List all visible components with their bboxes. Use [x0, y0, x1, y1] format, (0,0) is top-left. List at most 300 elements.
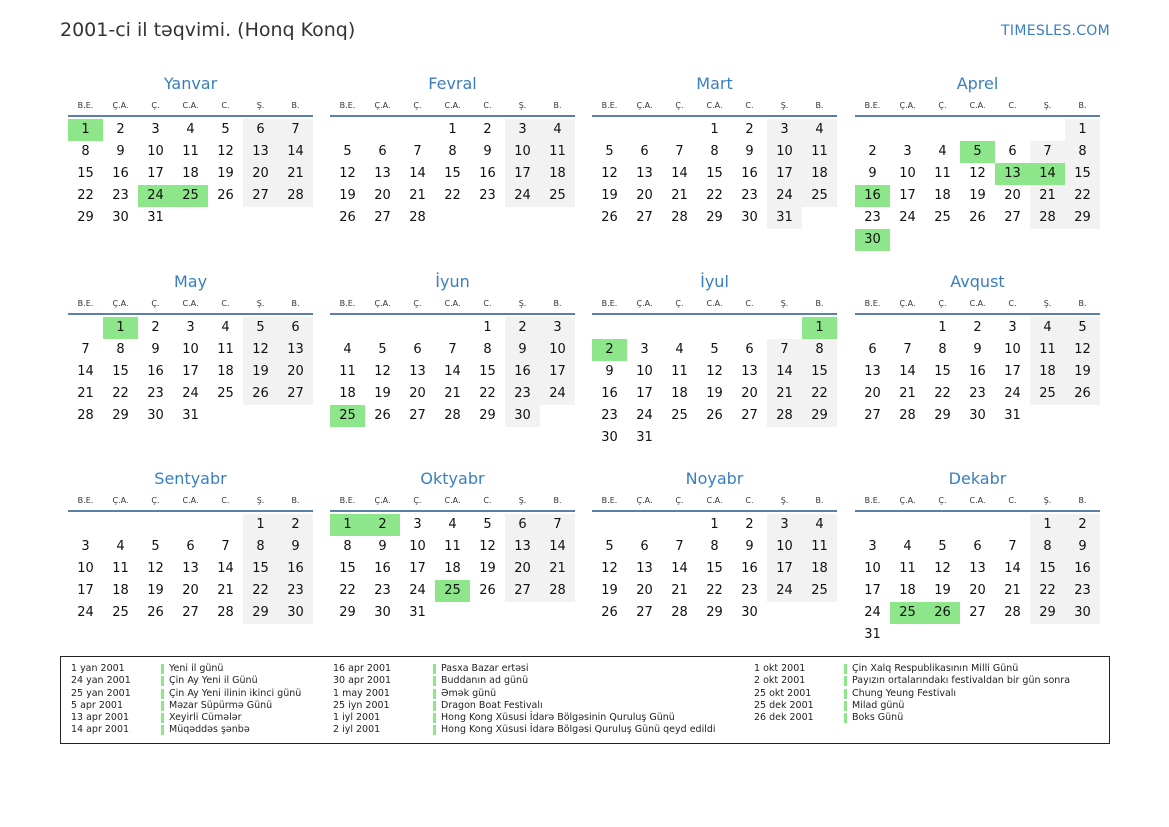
day-cell: 29	[112, 408, 129, 423]
day-cell: 5	[343, 144, 352, 159]
weekday-label: C.	[221, 101, 230, 110]
day-cell: 19	[479, 561, 496, 576]
month-name: Oktyabr	[420, 469, 485, 488]
day-cell: 8	[448, 144, 457, 159]
day-cell: 23	[505, 383, 540, 405]
day-cell: 7	[278, 119, 313, 141]
day-cell: 31	[182, 408, 199, 423]
day-cell: 30	[505, 405, 540, 427]
day-cell: 20	[182, 583, 199, 598]
legend-color-bar	[844, 713, 847, 723]
legend-holiday-name: Buddanın ad günü	[441, 675, 529, 687]
day-cell: 23	[969, 386, 986, 401]
weekday-header	[855, 297, 1100, 315]
month-fevral	[330, 73, 575, 225]
weekday-label: Ç.A.	[112, 496, 129, 505]
day-cell: 25	[802, 185, 837, 207]
day-cell: 15	[243, 558, 278, 580]
legend-holiday-name: Məzar Süpürmə Günü	[169, 699, 273, 711]
holiday-day: 26	[925, 602, 960, 624]
weekday-label: Ç.	[413, 299, 422, 308]
day-cell: 16	[505, 361, 540, 383]
day-cell: 23	[741, 188, 758, 203]
day-cell: 10	[767, 141, 802, 163]
day-cell: 21	[77, 386, 94, 401]
weekday-label: Ş.	[518, 101, 527, 110]
day-cell: 29	[479, 408, 496, 423]
day-cell: 29	[934, 408, 951, 423]
day-cell: 10	[636, 364, 653, 379]
day-cell: 20	[243, 163, 278, 185]
day-cell: 20	[505, 558, 540, 580]
day-cell: 18	[899, 583, 916, 598]
legend-holiday-name: Dragon Boat Festivalı	[441, 699, 543, 711]
day-cell: 13	[636, 166, 653, 181]
weekday-label: C.A.	[969, 496, 986, 505]
day-cell: 17	[147, 166, 164, 181]
day-cell: 21	[671, 583, 688, 598]
day-cell: 28	[540, 580, 575, 602]
day-cell: 11	[339, 364, 356, 379]
day-cell: 22	[706, 188, 723, 203]
day-cell: 17	[864, 583, 881, 598]
day-cell: 22	[112, 386, 129, 401]
legend-date: 13 apr 2001	[71, 712, 130, 724]
day-cell: 29	[706, 210, 723, 225]
legend-date: 1 yan 2001	[71, 663, 125, 674]
weekday-label: B.	[291, 101, 300, 110]
page-title: 2001-ci il təqvimi. (Honq Konq)	[60, 19, 356, 41]
legend-date: 25 iyn 2001	[333, 699, 390, 711]
weekday-label: B.E.	[77, 101, 94, 110]
day-cell: 3	[868, 539, 877, 554]
day-cell: 10	[899, 166, 916, 181]
weekday-label: C.	[221, 496, 230, 505]
day-cell: 19	[374, 386, 391, 401]
day-cell: 11	[217, 342, 234, 357]
day-cell: 12	[601, 166, 618, 181]
weekday-label: Ş.	[1043, 496, 1052, 505]
day-cell: 24	[767, 185, 802, 207]
day-cell: 22	[934, 386, 951, 401]
day-cell: 2	[505, 317, 540, 339]
legend-holiday-name: Payızın ortalarındakı festivaldan bir gün sonra	[852, 675, 1071, 687]
day-cell: 16	[741, 166, 758, 181]
month-name: Noyabr	[685, 469, 744, 488]
weekday-header	[68, 297, 313, 315]
day-cell: 22	[444, 188, 461, 203]
day-cell: 4	[540, 119, 575, 141]
day-cell: 10	[767, 536, 802, 558]
day-cell: 26	[706, 408, 723, 423]
weekday-label: Ç.	[413, 101, 422, 110]
weekday-label: Ç.	[675, 101, 684, 110]
day-cell: 18	[444, 561, 461, 576]
day-cell: 3	[505, 119, 540, 141]
day-cell: 21	[899, 386, 916, 401]
day-cell: 21	[444, 386, 461, 401]
weekday-label: B.E.	[864, 299, 881, 308]
month-yanvar	[68, 73, 313, 225]
day-cell: 3	[640, 342, 649, 357]
day-cell: 30	[1065, 602, 1100, 624]
day-cell: 20	[1004, 188, 1021, 203]
day-cell: 22	[339, 583, 356, 598]
weekday-label: C.	[745, 496, 754, 505]
day-cell: 11	[899, 561, 916, 576]
weekday-header	[855, 494, 1100, 512]
day-cell: 15	[1030, 558, 1065, 580]
day-cell: 6	[1008, 144, 1017, 159]
day-cell: 15	[339, 561, 356, 576]
day-cell: 25	[217, 386, 234, 401]
day-cell: 14	[671, 561, 688, 576]
day-cell: 16	[741, 561, 758, 576]
legend-date: 25 okt 2001	[754, 687, 812, 699]
weekday-label: Ç.A.	[636, 101, 653, 110]
day-cell: 21	[671, 188, 688, 203]
day-cell: 18	[540, 163, 575, 185]
day-cell: 13	[741, 364, 758, 379]
day-cell: 31	[1004, 408, 1021, 423]
day-cell: 13	[243, 141, 278, 163]
day-cell: 14	[767, 361, 802, 383]
legend-holiday-name: Yeni il günü	[169, 663, 224, 674]
day-cell: 7	[1008, 539, 1017, 554]
holiday-day: 2	[365, 514, 400, 536]
legend-holiday-name: Çin Xalq Respublikasının Milli Günü	[852, 663, 1019, 674]
day-cell: 9	[973, 342, 982, 357]
weekday-label: Ç.	[151, 299, 160, 308]
day-cell: 11	[802, 536, 837, 558]
legend-color-bar	[161, 676, 164, 686]
day-cell: 11	[671, 364, 688, 379]
weekday-header	[592, 297, 837, 315]
month-i̇yun	[330, 271, 575, 423]
day-cell: 21	[540, 558, 575, 580]
month-dekabr	[855, 468, 1100, 642]
day-cell: 7	[448, 342, 457, 357]
holiday-day: 5	[960, 141, 995, 163]
day-cell: 18	[182, 166, 199, 181]
month-aprel	[855, 73, 1100, 247]
day-cell: 27	[1004, 210, 1021, 225]
day-cell: 14	[77, 364, 94, 379]
day-cell: 30	[969, 408, 986, 423]
legend-color-bar	[161, 664, 164, 674]
legend-color-bar	[161, 713, 164, 723]
day-cell: 31	[767, 207, 802, 229]
legend-color-bar	[433, 664, 436, 674]
day-cell: 20	[636, 188, 653, 203]
day-cell: 3	[81, 539, 90, 554]
day-cell: 3	[903, 144, 912, 159]
day-cell: 2	[116, 122, 125, 137]
holiday-day: 25	[330, 405, 365, 427]
weekday-label: B.	[553, 496, 562, 505]
day-cell: 12	[601, 561, 618, 576]
legend-date: 14 apr 2001	[71, 724, 130, 736]
month-name: İyul	[700, 272, 729, 291]
day-cell: 27	[409, 408, 426, 423]
day-cell: 10	[77, 561, 94, 576]
holiday-day: 13	[995, 163, 1030, 185]
day-cell: 29	[802, 405, 837, 427]
day-cell: 28	[1030, 207, 1065, 229]
day-cell: 5	[605, 144, 614, 159]
day-cell: 10	[182, 342, 199, 357]
day-cell: 5	[243, 317, 278, 339]
day-cell: 8	[710, 144, 719, 159]
day-cell: 27	[741, 408, 758, 423]
day-cell: 19	[1065, 361, 1100, 383]
weekday-label: B.	[1078, 101, 1087, 110]
day-cell: 28	[409, 210, 426, 225]
weekday-label: B.	[1078, 496, 1087, 505]
day-cell: 8	[81, 144, 90, 159]
day-cell: 29	[1065, 207, 1100, 229]
month-mart	[592, 73, 837, 225]
day-cell: 17	[636, 386, 653, 401]
day-cell: 3	[413, 517, 422, 532]
day-cell: 8	[343, 539, 352, 554]
legend-date: 1 iyl 2001	[333, 712, 381, 724]
day-cell: 11	[802, 141, 837, 163]
day-cell: 27	[636, 210, 653, 225]
day-cell: 7	[81, 342, 90, 357]
holiday-day: 25	[890, 602, 925, 624]
month-name: Fevral	[428, 74, 477, 93]
day-cell: 9	[483, 144, 492, 159]
day-cell: 23	[601, 408, 618, 423]
legend-holiday-name: Çin Ay Yeni il Günü	[169, 675, 258, 687]
legend-holiday-name: Boks Günü	[852, 712, 904, 724]
legend-holiday-name: Xeyirli Cümələr	[169, 712, 242, 724]
legend-color-bar	[433, 689, 436, 699]
day-cell: 26	[601, 210, 618, 225]
day-cell: 9	[151, 342, 160, 357]
day-cell: 4	[802, 119, 837, 141]
weekday-label: B.E.	[601, 101, 618, 110]
weekday-label: C.	[1008, 496, 1017, 505]
day-cell: 4	[448, 517, 457, 532]
day-cell: 4	[343, 342, 352, 357]
brand-link[interactable]: TIMESLES.COM	[1001, 23, 1110, 39]
holiday-day: 14	[1030, 163, 1065, 185]
day-cell: 26	[479, 583, 496, 598]
day-cell: 28	[671, 605, 688, 620]
day-cell: 3	[186, 320, 195, 335]
weekday-label: Ç.	[938, 299, 947, 308]
day-cell: 28	[671, 210, 688, 225]
legend-color-bar	[161, 701, 164, 711]
day-cell: 2	[278, 514, 313, 536]
legend-holiday-name: Çin Ay Yeni ilinin ikinci günü	[169, 687, 302, 699]
day-cell: 10	[147, 144, 164, 159]
legend-date: 5 apr 2001	[71, 699, 124, 711]
day-cell: 21	[409, 188, 426, 203]
legend-color-bar	[844, 689, 847, 699]
weekday-label: Ş.	[256, 101, 265, 110]
day-cell: 11	[934, 166, 951, 181]
day-cell: 24	[77, 605, 94, 620]
weekday-label: Ş.	[1043, 299, 1052, 308]
day-cell: 9	[116, 144, 125, 159]
weekday-label: B.	[815, 299, 824, 308]
day-cell: 5	[938, 539, 947, 554]
weekday-label: C.A.	[706, 101, 723, 110]
day-cell: 4	[903, 539, 912, 554]
month-may	[68, 271, 313, 423]
day-cell: 18	[339, 386, 356, 401]
day-cell: 14	[899, 364, 916, 379]
day-cell: 26	[1065, 383, 1100, 405]
day-cell: 26	[147, 605, 164, 620]
day-cell: 24	[409, 583, 426, 598]
legend-date: 2 okt 2001	[754, 675, 806, 687]
weekday-label: B.	[815, 101, 824, 110]
day-cell: 28	[767, 405, 802, 427]
day-cell: 5	[1065, 317, 1100, 339]
day-cell: 22	[77, 188, 94, 203]
day-cell: 8	[243, 536, 278, 558]
holiday-legend	[60, 656, 1110, 744]
weekday-label: C.	[1008, 101, 1017, 110]
legend-holiday-name: Müqəddəs şənbə	[169, 724, 250, 736]
legend-date: 1 okt 2001	[754, 663, 806, 674]
day-cell: 8	[710, 539, 719, 554]
day-cell: 31	[409, 605, 426, 620]
day-cell: 11	[112, 561, 129, 576]
day-cell: 9	[278, 536, 313, 558]
day-cell: 11	[182, 144, 199, 159]
day-cell: 19	[339, 188, 356, 203]
day-cell: 16	[969, 364, 986, 379]
day-cell: 7	[221, 539, 230, 554]
day-cell: 30	[741, 210, 758, 225]
day-cell: 2	[151, 320, 160, 335]
day-cell: 8	[802, 339, 837, 361]
legend-holiday-name: Hong Kong Xüsusi İdarə Bölgəsi Quruluş Günü qeyd edildi	[441, 724, 716, 736]
day-cell: 28	[1004, 605, 1021, 620]
weekday-label: C.	[483, 496, 492, 505]
day-cell: 16	[112, 166, 129, 181]
day-cell: 27	[864, 408, 881, 423]
weekday-header	[592, 494, 837, 512]
legend-date: 1 may 2001	[333, 687, 390, 699]
weekday-label: C.	[745, 299, 754, 308]
day-cell: 12	[969, 166, 986, 181]
day-cell: 22	[243, 580, 278, 602]
month-name: May	[173, 272, 208, 291]
day-cell: 30	[278, 602, 313, 624]
weekday-label: B.E.	[339, 299, 356, 308]
weekday-label: B.	[553, 299, 562, 308]
day-cell: 3	[540, 317, 575, 339]
day-cell: 13	[374, 166, 391, 181]
weekday-label: C.	[1008, 299, 1017, 308]
day-cell: 12	[147, 561, 164, 576]
weekday-label: C.A.	[444, 299, 461, 308]
weekday-label: Ç.A.	[899, 101, 916, 110]
day-cell: 15	[479, 364, 496, 379]
day-cell: 25	[802, 580, 837, 602]
day-cell: 18	[112, 583, 129, 598]
legend-color-bar	[433, 713, 436, 723]
day-cell: 6	[640, 539, 649, 554]
day-cell: 20	[741, 386, 758, 401]
day-cell: 15	[1065, 163, 1100, 185]
day-cell: 6	[505, 514, 540, 536]
weekday-label: Ç.	[151, 101, 160, 110]
day-cell: 26	[969, 210, 986, 225]
holiday-day: 24	[138, 185, 173, 207]
weekday-header	[592, 99, 837, 117]
weekday-label: Ç.A.	[899, 496, 916, 505]
weekday-label: Ş.	[256, 496, 265, 505]
day-cell: 27	[278, 383, 313, 405]
day-cell: 3	[1008, 320, 1017, 335]
day-cell: 14	[540, 536, 575, 558]
weekday-label: B.	[291, 299, 300, 308]
day-cell: 15	[934, 364, 951, 379]
weekday-label: Ş.	[780, 496, 789, 505]
holiday-day: 25	[173, 185, 208, 207]
day-cell: 16	[278, 558, 313, 580]
day-cell: 10	[409, 539, 426, 554]
holiday-day: 25	[435, 580, 470, 602]
day-cell: 23	[741, 583, 758, 598]
month-name: Aprel	[956, 74, 999, 93]
day-cell: 29	[77, 210, 94, 225]
day-cell: 4	[675, 342, 684, 357]
day-cell: 17	[182, 364, 199, 379]
weekday-label: B.E.	[864, 496, 881, 505]
day-cell: 9	[745, 144, 754, 159]
day-cell: 18	[934, 188, 951, 203]
day-cell: 14	[217, 561, 234, 576]
weekday-label: Ş.	[1043, 101, 1052, 110]
day-cell: 6	[378, 144, 387, 159]
day-cell: 30	[147, 408, 164, 423]
day-cell: 19	[601, 583, 618, 598]
weekday-label: B.E.	[339, 101, 356, 110]
month-avqust	[855, 271, 1100, 423]
legend-date: 25 dek 2001	[754, 699, 814, 711]
day-cell: 4	[186, 122, 195, 137]
weekday-label: Ş.	[780, 299, 789, 308]
day-cell: 24	[1004, 386, 1021, 401]
day-cell: 19	[706, 386, 723, 401]
day-cell: 25	[112, 605, 129, 620]
day-cell: 25	[934, 210, 951, 225]
day-cell: 20	[278, 361, 313, 383]
weekday-label: C.	[483, 101, 492, 110]
day-cell: 29	[1030, 602, 1065, 624]
legend-holiday-name: Pasxa Bazar ertəsi	[441, 663, 529, 674]
day-cell: 3	[151, 122, 160, 137]
month-name: Avqust	[950, 272, 1005, 291]
weekday-label: Ç.A.	[374, 496, 391, 505]
day-cell: 6	[186, 539, 195, 554]
legend-holiday-name: Əmək günü	[441, 687, 497, 699]
day-cell: 15	[802, 361, 837, 383]
day-cell: 12	[706, 364, 723, 379]
day-cell: 18	[802, 163, 837, 185]
day-cell: 17	[77, 583, 94, 598]
legend-color-bar	[433, 676, 436, 686]
day-cell: 18	[1030, 361, 1065, 383]
